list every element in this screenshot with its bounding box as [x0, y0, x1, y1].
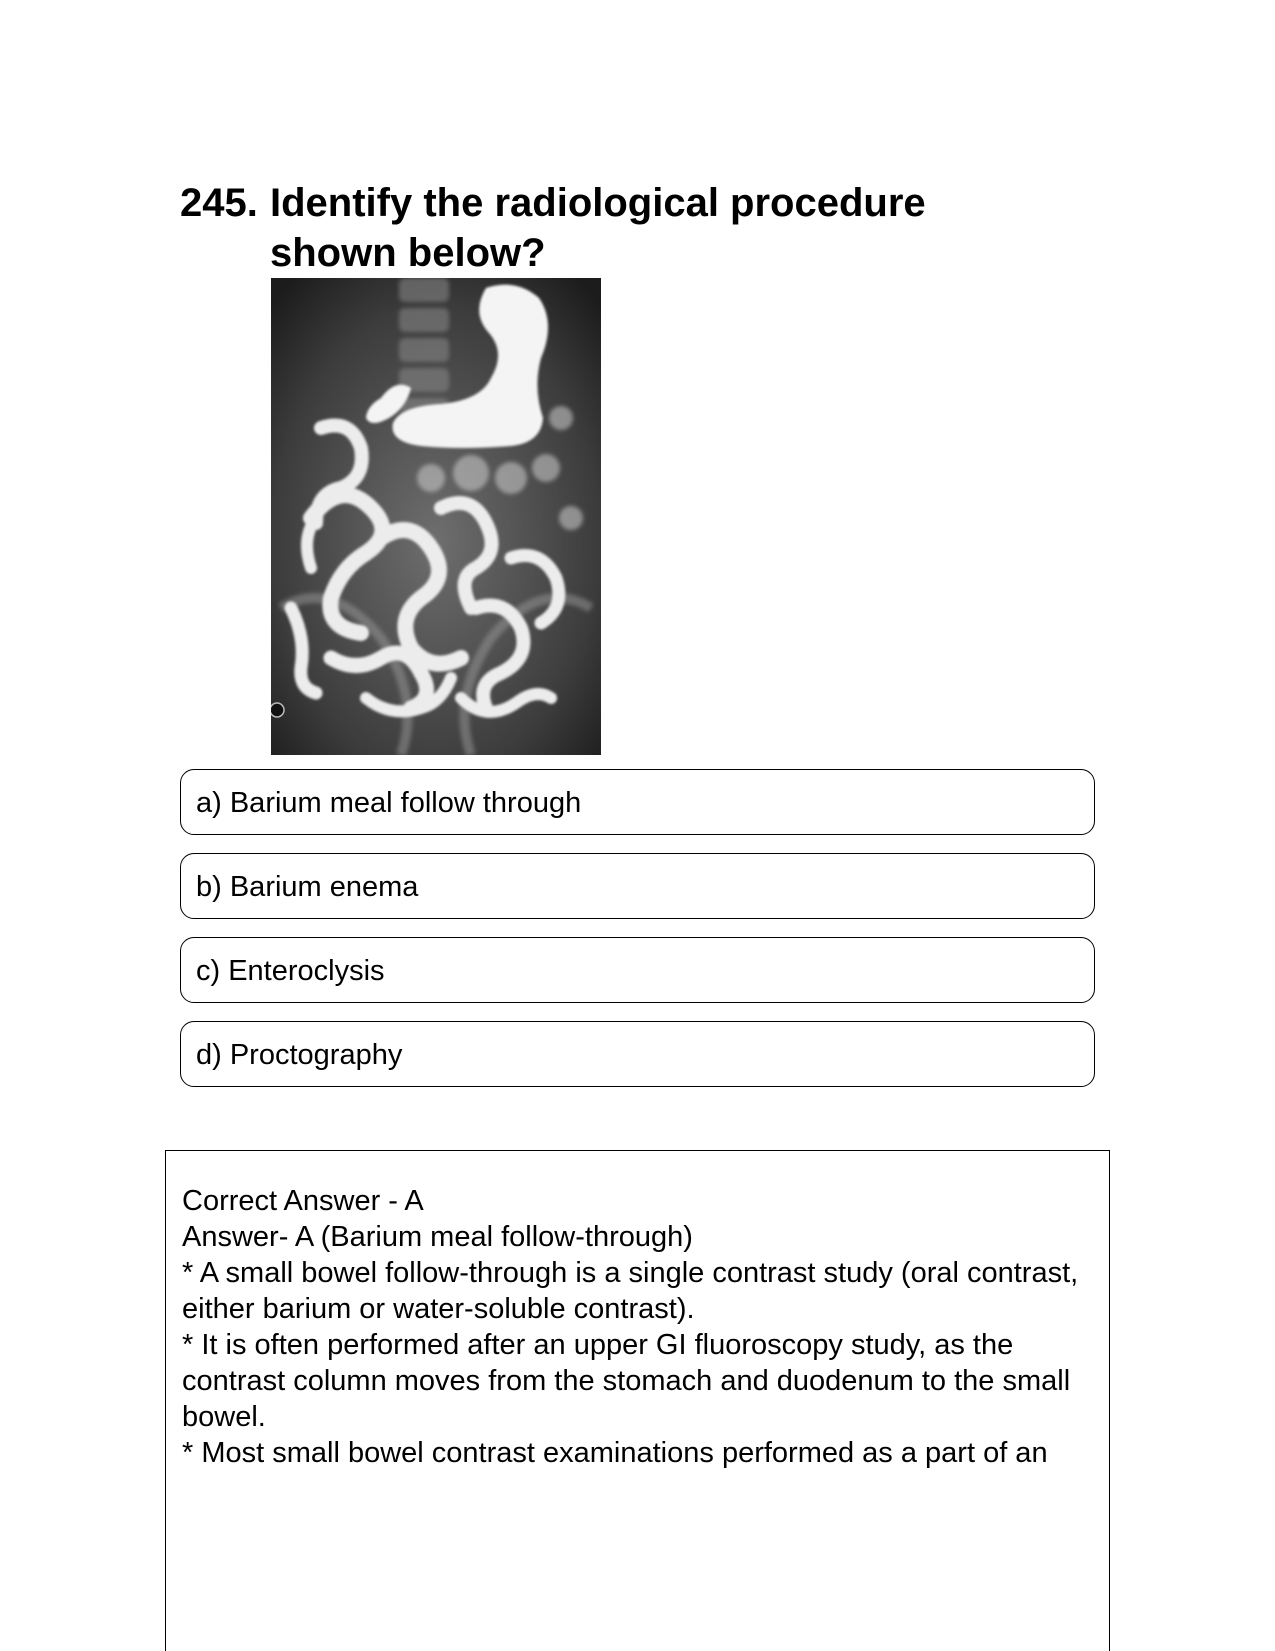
question-text: Identify the radiological procedure shown below?: [270, 181, 926, 275]
option-c[interactable]: [180, 937, 1095, 1003]
xray-image: [271, 278, 601, 755]
option-d[interactable]: [180, 1021, 1095, 1087]
option-b[interactable]: [180, 853, 1095, 919]
answer-point: * It is often performed after an upper GI fluoroscopy study, as the contrast column moves from the stomach and duodenum to the small bowel.: [182, 1329, 1071, 1433]
option-a-label: a) Barium meal follow through: [196, 787, 582, 819]
question-number: 245.: [180, 181, 258, 225]
answer-explanation-box: [165, 1150, 1110, 1651]
answer-point: * Most small bowel contrast examinations performed as a part of an: [182, 1437, 1048, 1469]
answer-text: [182, 1183, 1087, 1501]
answer-point: * A small bowel follow-through is a single contrast study (oral contrast, either barium or water-soluble contrast).: [182, 1257, 1079, 1325]
answer-heading: Answer- A (Barium meal follow-through): [182, 1221, 693, 1253]
option-c-label: c) Enteroclysis: [196, 955, 385, 987]
option-a[interactable]: [180, 769, 1095, 835]
option-b-label: b) Barium enema: [196, 871, 419, 903]
correct-answer: Correct Answer - A: [182, 1185, 424, 1217]
option-d-label: d) Proctography: [196, 1039, 403, 1071]
